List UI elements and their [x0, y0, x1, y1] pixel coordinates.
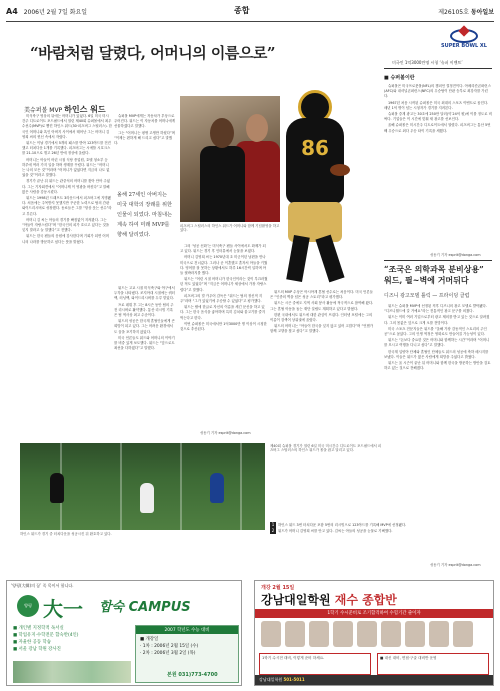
ad-brand-sub: 합숙 CAMPUS	[99, 600, 191, 615]
article-headline: “바람처럼 달렸다, 어머니의 이름으로”	[30, 44, 275, 62]
sidebar-title: 미국인 1억3000만명 시청 ‘슈퍼 이벤트’	[392, 60, 463, 65]
ad-footer-label: 강남대일학원	[259, 677, 283, 682]
sidebar-credit: 성동기 기자 esprit@donga.com	[430, 253, 481, 257]
sidebar-rule	[384, 68, 492, 69]
photo-caption-small: 피츠버그 스틸러스의 하인스 워드가 어머니와 함께 기념촬영을 하고 있다.	[180, 224, 280, 233]
ad-bullet: ■ 서울 강남 학원 강사진	[13, 647, 61, 652]
main-caption: 제40회 슈퍼볼 경기가 열린 6일 미국 미시간주 디트로이트 포드필드에서 피츠버그 스틸러스의 하인스 워드가 볼을 잡고 달리고 있다.	[270, 444, 382, 453]
ad-phone: 본원 031)773-4700	[167, 672, 218, 678]
player-figure	[140, 483, 154, 513]
teacher-photo	[261, 621, 281, 647]
logo-text: SUPER BOWL XL	[441, 43, 487, 49]
section-title: 종합	[234, 6, 250, 15]
football-shape	[330, 164, 350, 176]
article-column-2: 슈퍼볼 MVP에게는 자동차가 부상으로 주어진다. 워드는 이 자동차를 어머니에게 선물하겠다고 말했다. 그는 “어머니는 평생 고생만 하셨다”며 “이제는 편하게 해 드리고 싶다”고 말했다.	[114, 114, 176, 146]
teacher-photo	[357, 621, 377, 647]
leg-shape	[286, 235, 310, 282]
sidebar-subline: 디즈니 광고모델 틀릭 — 프라이딩 클럽	[384, 293, 470, 299]
byline-prefix: 美슈퍼볼 MVP	[24, 107, 63, 114]
teacher-photo	[381, 621, 401, 647]
caption-number-2: 2	[271, 528, 275, 533]
jersey-shape	[286, 118, 344, 204]
pull-quote: 올해 27세인 아버지는 미국 대학의 장래를 위한 인물이 되었다. 마침내는 계속 하여 미래 MVP를 향해 달리었다.	[117, 192, 173, 238]
article-column-2b: 워드는 고교 시절 미식축구와 야구에서 두각을 나타냈다. 조지아대 시절에는 쿼터백, 러닝백, 와이드리시버를 두루 맡았다. 프로 데뷔 후 그는 8시즌 동안 팀의 주전 리시버로 활약했다. 통산 리시빙 기록은 팀 역사상 최고 수준이다. 워드의 성공은 한국계 혼혈인들에게 큰 희망이 되고 있다. 그는 어려운 환경에서도 꿈을 포기하지 않았다. 미국 언론들도 워드와 어머니의 이야기를 비중 있게 보도했다. 워드는 “앞으로도 최선을 다하겠다”고 말했다.	[114, 286, 176, 351]
ad-daeil-campus[interactable]	[6, 580, 242, 686]
page-header	[6, 4, 494, 20]
ad-info-box-2: ■ 내신 대비, 면접·구술 대비반 운영	[377, 653, 489, 675]
schedule-title: 2007 학년도 수능 대비	[136, 626, 238, 634]
caption-item: 1 하인스 워드 3번 터치다운 포함 5번의 리시빙으로 123야드를 기록해 MVP에 선정됐다.	[271, 522, 407, 527]
teacher-photo	[309, 621, 329, 647]
photo-player-action	[268, 86, 363, 286]
player-figure	[50, 473, 64, 503]
schedule-rows: ■ 개강일 · 1차 : 2006년 2월 15일 (수) · 2차 : 2006년 3월 2일 (목)	[140, 637, 199, 656]
ad-ring-logo: 양평	[17, 595, 39, 617]
yard-line	[120, 443, 122, 530]
ad-footer	[255, 675, 493, 685]
ad-bullet: ■ 학업유지·수학전문 합숙반(4인)	[13, 633, 79, 638]
teacher-photo	[285, 621, 305, 647]
page-date: 2006년 2월 7일 화요일	[23, 9, 88, 16]
teacher-photo	[405, 621, 425, 647]
teacher-photo	[453, 621, 473, 647]
ad-header: ‘양평(大韓)의 꿈’ 꼭 목이서 합니다.	[11, 583, 74, 588]
jersey-number: 86	[301, 136, 329, 160]
photo-figure-ward	[200, 146, 245, 222]
photo-head-ward	[210, 118, 234, 148]
ad-footer-phone: 501-5011	[283, 677, 305, 682]
sidebar-credit-2: 성동기 기자 esprit@donga.com	[430, 563, 481, 567]
teacher-photo	[429, 621, 449, 647]
sidebar-subtitle: ■ 슈퍼볼이란	[384, 75, 415, 81]
ad-bullet: ■ 자율한 공동 학습	[13, 640, 52, 645]
yard-line	[180, 443, 182, 530]
ad-teacher-photos	[261, 621, 489, 651]
ad-bullets	[13, 625, 78, 653]
ad-tagline: 1학기 수시준비로 조기합격하여 수험기간 줄이자	[255, 609, 493, 618]
issue-number: 제26105호	[438, 9, 469, 16]
super-bowl-logo	[436, 27, 492, 57]
caption-number-1: 1	[271, 522, 275, 527]
page-info	[6, 7, 87, 16]
article-column-4: 워드의 MVP 수상은 아시아계 혼혈 선수로는 처음이다. 미국 언론들은 “인종의 벽을 넘은 성공 스토리”라고 평가했다. 워드는 시즌 중에도 지역 사회 봉사 활동에 적극적으로 참여해 왔다. 그는 혼혈 아동을 돕는 재단 설립도 계획하고 있다고 밝혔다. 한편 국내에서도 워드에 대한 관심이 뜨겁다. 인터넷 포털에는 그의 이름이 검색어 상위권에 올랐다. 워드의 어머니는 “아들이 한국을 잊지 않고 있어 고맙다”며 “언젠가 함께 고향을 찾고 싶다”고 말했다.	[270, 290, 374, 334]
yard-line	[240, 443, 242, 530]
player-figure	[210, 473, 224, 503]
photo-head-mother	[246, 114, 268, 142]
article-credit: 성동기 기자 esprit@donga.com	[200, 431, 251, 435]
leg-shape	[315, 235, 344, 283]
masthead	[438, 7, 494, 16]
ad-title	[261, 591, 397, 608]
ad-title-academy: 강남대일학원	[261, 593, 335, 607]
header-rule	[6, 21, 494, 22]
article-column-3: 그의 ‘성공 신화’는 미식축구 팬들 사이에서도 화제가 되고 있다. 워드는 경기 후 인터뷰에서 눈물을 보였다. 어머니 김영희 씨는 1970년대 초 미군이던 남편을 만나 미국으로 건너갔다. 그러나 곧 이혼했고 혼자서 아들을 키웠다. 영어를 잘 못하는 상황에서도 하루 16시간씩 일하며 아들 뒷바라지를 했다. 워드는 “어린 시절 어머니가 한국인이라는 것이 부끄러웠던 적도 있었다”며 “지금은 어머니가 세상에서 가장 자랑스럽다”고 말했다. 피츠버그의 빌 카우어 감독은 “워드는 팀의 정신적 지주”라며 “그가 있었기에 우승할 수 있었다”고 평가했다. 워드는 팔에 한글로 자신의 이름을 새긴 문신을 하고 있다. 그는 한국 음식을 좋아하며 특히 김치와 불고기를 즐겨 먹는다고 한다. 이번 슈퍼볼은 미국에서만 1억3000만 명 이상이 시청한 것으로 추산된다.	[180, 244, 268, 332]
photo-mother-son	[180, 96, 280, 222]
byline-name: 하인스 워드	[64, 105, 106, 114]
caption-item: 2 워드가 어머니 김영희 씨를 안고 있다. 김씨는 아들의 성공을 눈물로 기뻐했다.	[271, 528, 393, 533]
ad-info-box-1: 1학기 수시전 대비, 이렇게 준비 하세요.	[259, 653, 371, 675]
sidebar-column: 슈퍼볼은 미국프로풋볼(NFL)의 챔피언 결정전이다. 아메리칸콘퍼런스(AFC)와 내셔널콘퍼런스(NFC)의 우승팀이 단판 승부로 최강자를 가린다. 1967년 처음 시작된 슈퍼볼은 미국 최대의 스포츠 이벤트로 꼽힌다. 매년 1억 명이 넘는 시청자가 경기를 지켜본다. 슈퍼볼 중계 광고는 30초에 250만 달러(약 24억 원)에 이를 정도로 비싸다. 기업들은 이 시간에 맞춰 새 광고를 선보인다. 올해 슈퍼볼은 미시간주 디트로이트에서 열렸다. 피츠버그는 통산 5번째 우승으로 최다 우승 타이 기록을 세웠다.	[384, 84, 492, 133]
photo-touchdown	[20, 443, 265, 530]
ad-photo-strip	[13, 661, 131, 683]
bottom-photo-caption: 하인스 워드가 경기 중 터치다운을 성공시킨 뒤 환호하고 있다.	[20, 532, 112, 536]
ad-bullet: ■ 개인별 지정학적 독서실	[13, 626, 64, 631]
sidebar-column-2: 워드는 슈퍼볼 MVP에 선정된 직후 디즈니의 광고 모델로 발탁됐다. “디즈니월드에 갈 거예요”라는 전통적인 광고 문구를 외쳤다. 워드는 이미 여러 기업으로부터 광고 제의를 받고 있는 것으로 알려졌다. 그의 몸값은 앞으로 크게 오를 전망이다. 미국 스포츠 전문지들은 워드를 “올해 가장 감동적인 스토리의 주인공”으로 꼽았다. 그의 인생 역정은 영화로도 만들어질 가능성이 있다. 워드는 “돈보다 중요한 것은 어머니와 함께하는 시간”이라며 “어머니를 모시고 여행을 다니고 싶다”고 말했다. 한국계 입양아 단체와 혼혈인 단체들도 워드의 성공에 축하 메시지를 보냈다. 이들은 워드가 많은 사람에게 희망을 주었다고 밝혔다. 워드는 올 시즌이 끝난 뒤 어머니와 함께 한국을 방문하는 방안을 검토하고 있는 것으로 전해졌다.	[384, 304, 491, 371]
article-column-1: 미식축구 영웅의 뒤에는 어머니가 있었다. 6일 미국 미시간주 디트로이트 포드필드에서 열린 제40회 슈퍼볼에서 최우수선수(MVP)로 뽑힌 하인스 워드(30·피츠버그 스틸러스). 한국인 어머니와 흑인 아버지 사이에서 태어난 그는 어머니 김영희 씨의 헌신 속에서 자랐다. 워드는 이날 경기에서 5개의 패스를 받아 123야드를 전진했고 터치다운 1개를 기록했다. 피츠버그는 시애틀 시호크스를 21-10으로 꺾고 26년 만에 정상에 올랐다. 어머니는 아들이 어린 시절 식당 종업원, 호텔 청소부 등 하루에 여러 가지 일을 하며 생계를 꾸렸다. 워드는 “어머니는 나의 모든 것”이라며 “어머니가 없었다면 지금의 나도 없었을 것”이라고 말했다. 경기가 끝난 뒤 워드는 관중석의 어머니를 찾아 안아 주었다. 그는 기자회견에서 “어머니께 이 영광을 바친다”고 말해 많은 사람을 감동시켰다. 워드는 1998년 드래프트 3라운드에서 피츠버그에 지명됐다. 처음에는 주목받지 못했지만 꾸준한 노력으로 팀의 간판 와이드리시버로 성장했다. 동료들은 그를 “항상 웃는 선수”라고 부른다. 어머니 김 씨는 아들의 경기를 빠짐없이 지켜봤다. 그는 “아들이 자랑스럽다”며 “한국인의 피가 흐르고 있다는 것을 잊지 말라고 늘 말했다”고 전했다. 워드는 한국 팬들의 응원에 감사한다며 기회가 되면 어머니의 나라를 방문하고 싶다는 뜻을 밝혔다.	[22, 114, 112, 244]
ad-gangnam-daeil[interactable]	[254, 580, 494, 686]
page-number: A4	[6, 7, 18, 16]
teacher-photo	[333, 621, 353, 647]
sidebar-rule-2	[384, 260, 492, 261]
ad-title-course: 재수 종합반	[334, 593, 397, 607]
sidebar-headline: “조국은 의학과목 분비상용” 워드, 필~벽에 거머뒤다	[384, 264, 484, 285]
newspaper-brand: 동아일보	[470, 9, 494, 16]
ad-brand: 大一	[43, 597, 83, 621]
ad-label: 개강 2월 15일	[261, 585, 295, 591]
